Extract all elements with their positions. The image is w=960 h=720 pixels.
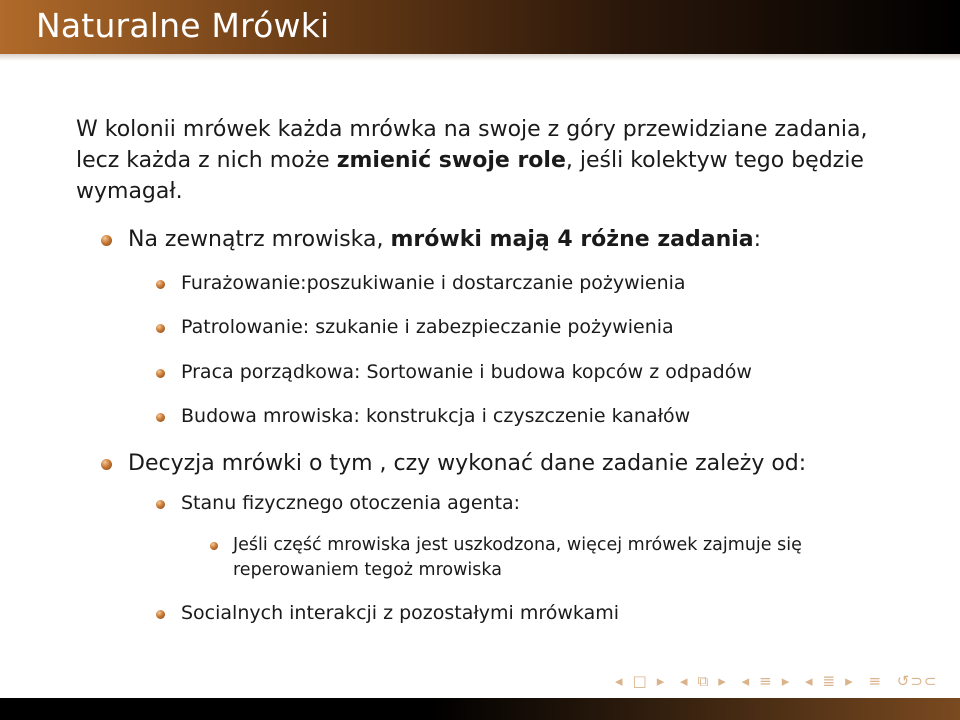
subsubsection-prev-icon[interactable]: ◂ [805,672,814,690]
bullet-tasks-prefix: Na zewnątrz mrowiska, [128,227,391,252]
sub-bullet-icon [156,369,165,378]
section-icon[interactable]: ≡ [759,672,773,690]
subsection-icon[interactable]: ⧉ [697,672,710,690]
bullet-tasks-bold: mrówki mają 4 różne zadania [390,227,754,252]
intro-text-1: W kolonii mrówek każda mrówka na swoje z góry przewidziane zadania, lecz każda z nich może [76,117,868,173]
list-item-task: Furażowanie:poszukiwanie i dostarczanie pożywienia [181,272,686,294]
subsection-next-icon[interactable]: ▸ [718,672,727,690]
frame-next-icon[interactable]: ▸ [656,672,666,690]
bullet-icon [101,459,112,470]
bullet-icon [101,235,112,246]
section-next-icon[interactable]: ▸ [781,672,791,690]
subsection-prev-icon[interactable]: ◂ [680,672,689,690]
intro-paragraph [76,114,896,207]
section-prev-icon[interactable]: ◂ [741,672,751,690]
sub-bullet-icon [156,610,165,619]
list-item-social: Socialnych interakcji z pozostałymi mrówkami [181,602,620,624]
sub-bullet-icon [156,413,165,422]
intro-text-2: , jeśli kolektyw tego będzie wymagał. [76,148,864,204]
list-item-task: Praca porządkowa: Sortowanie i budowa kopców z odpadów [181,361,752,383]
navigation-bar [615,672,947,696]
subsubsection-next-icon[interactable]: ▸ [845,672,854,690]
frame-prev-icon[interactable]: ◂ [615,672,624,690]
intro-bold: zmienić swoje role [336,148,566,173]
list-item-physical-state: Stanu fizycznego otoczenia agenta: [181,492,521,514]
list-item-task: Patrolowanie: szukanie i zabezpieczanie pożywienia [181,316,674,338]
list-item-task: Budowa mrowiska: konstrukcja i czyszczenie kanałów [181,405,691,427]
sub-sub-bullet-icon [210,542,218,550]
sub-bullet-icon [156,324,165,333]
bullet-tasks-suffix: : [753,227,762,252]
appendix-icon[interactable]: ≡ [868,672,883,690]
title-shadow [0,54,960,61]
title-bar [0,0,960,54]
search-icon[interactable]: ↺⊃⊂ [896,672,938,690]
sub-bullet-icon [156,500,165,509]
frame-icon[interactable]: □ [632,672,648,690]
list-item-detail: Jeśli część mrowiska jest uszkodzona, więcej mrówek zajmuje się reperowaniem tegoż mrowiska [233,535,802,580]
bottom-bar [0,698,960,720]
slide-title: Naturalne Mrówki [36,6,330,45]
subsubsection-icon[interactable]: ≣ [822,672,837,690]
bullet-tasks [128,227,761,252]
sub-bullet-icon [156,280,165,289]
bullet-decision: Decyzja mrówki o tym , czy wykonać dane zadanie zależy od: [128,451,807,476]
